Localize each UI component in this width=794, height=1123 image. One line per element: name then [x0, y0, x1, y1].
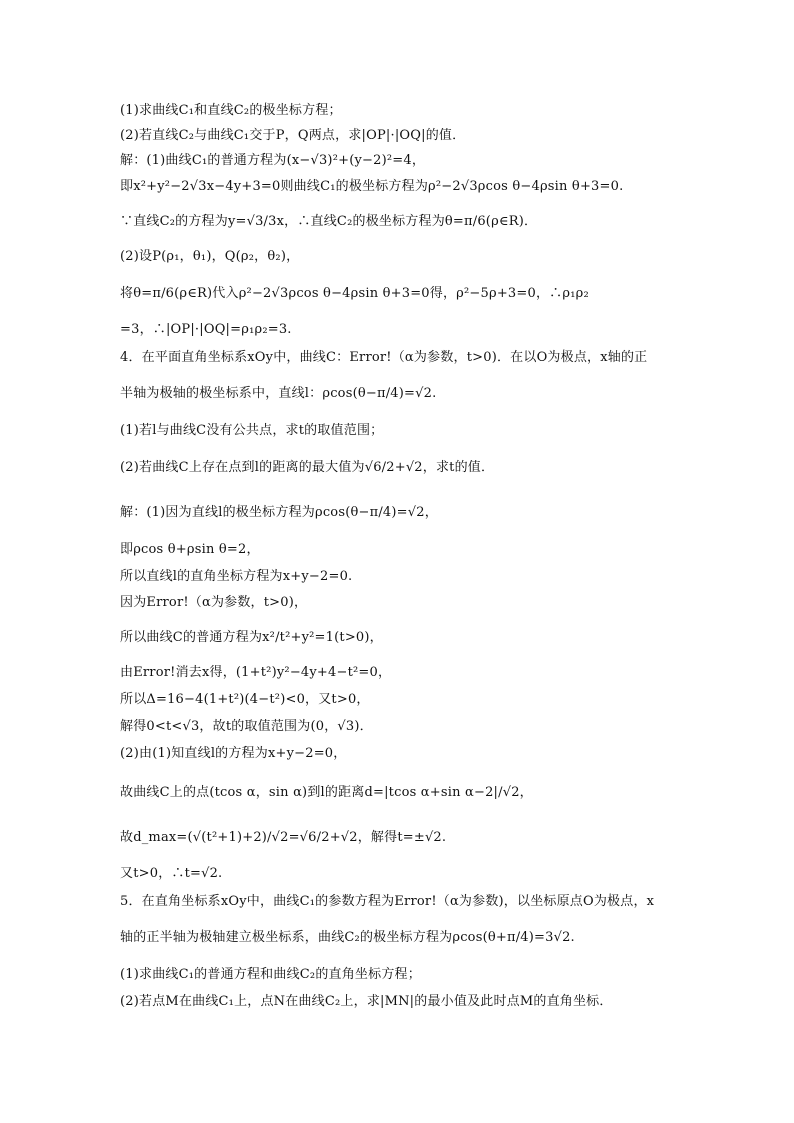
text-line: 解：(1)因为直线l的极坐标方程为ρcos(θ−π/4)=√2， — [120, 505, 438, 520]
text-line: (2)若直线C₂与曲线C₁交于P，Q两点，求|OP|·|OQ|的值． — [120, 128, 466, 143]
text-line: (1)求曲线C₁的普通方程和曲线C₂的直角坐标方程； — [120, 967, 421, 982]
text-line: 由Error!消去x得，(1+t²)y²−4y+4−t²=0， — [120, 665, 392, 680]
text-line: (2)设P(ρ₁，θ₁)，Q(ρ₂，θ₂)， — [120, 249, 300, 264]
text-line: 将θ=π/6(ρ∈R)代入ρ²−2√3ρcos θ−4ρsin θ+3=0得，ρ²−5ρ+3=0，∴ρ₁ρ₂ — [120, 286, 589, 301]
text-line: 4．在平面直角坐标系xOy中，曲线C：Error!（α为参数，t>0)．在以O为极点，x轴的正 — [120, 350, 648, 365]
text-line: 所以Δ=16−4(1+t²)(4−t²)<0，又t>0， — [120, 692, 370, 707]
text-line: (1)若l与曲线C没有公共点，求t的取值范围； — [120, 423, 384, 438]
text-line: 所以直线l的直角坐标方程为x+y−2=0. — [120, 569, 353, 584]
text-line: 轴的正半轴为极轴建立极坐标系，曲线C₂的极坐标方程为ρcos(θ+π/4)=3√2. — [120, 930, 575, 945]
text-line: (1)求曲线C₁和直线C₂的极坐标方程； — [120, 103, 342, 118]
text-line: ∵直线C₂的方程为y=√3/3x，∴直线C₂的极坐标方程为θ=π/6(ρ∈R)． — [120, 214, 538, 229]
text-line: 因为Error!（α为参数，t>0)， — [120, 595, 308, 610]
text-line: 又t>0，∴t=√2. — [120, 866, 223, 881]
text-line: =3，∴|OP|·|OQ|=ρ₁ρ₂=3. — [120, 322, 292, 337]
text-line: (2)若点M在曲线C₁上，点N在曲线C₂上，求|MN|的最小值及此时点M的直角坐标． — [120, 994, 613, 1009]
text-line: 解：(1)曲线C₁的普通方程为(x−√3)²+(y−2)²=4， — [120, 153, 426, 168]
text-line: 即x²+y²−2√3x−4y+3=0则曲线C₁的极坐标方程为ρ²−2√3ρcos θ−4ρsin θ+3=0. — [120, 179, 624, 194]
text-line: 5．在直角坐标系xOy中，曲线C₁的参数方程为Error!（α为参数)，以坐标原点O为极点，x — [120, 894, 655, 909]
text-line: 半轴为极轴的极坐标系中，直线l：ρcos(θ−π/4)=√2. — [120, 386, 437, 401]
text-line: 所以曲线C的普通方程为x²/t²+y²=1(t>0)， — [120, 630, 383, 645]
text-line: 解得0<t<√3，故t的取值范围为(0，√3)． — [120, 719, 373, 734]
text-line: 故d_max=(√(t²+1)+2)/√2=√6/2+√2，解得t=±√2. — [120, 830, 447, 845]
text-line: (2)若曲线C上存在点到l的距离的最大值为√6/2+√2，求t的值． — [120, 460, 495, 475]
text-line: (2)由(1)知直线l的方程为x+y−2=0， — [120, 746, 347, 761]
text-line: 即ρcos θ+ρsin θ=2， — [120, 542, 260, 557]
text-line: 故曲线C上的点(tcos α，sin α)到l的距离d=|tcos α+sin α−2|/√2， — [120, 785, 533, 800]
